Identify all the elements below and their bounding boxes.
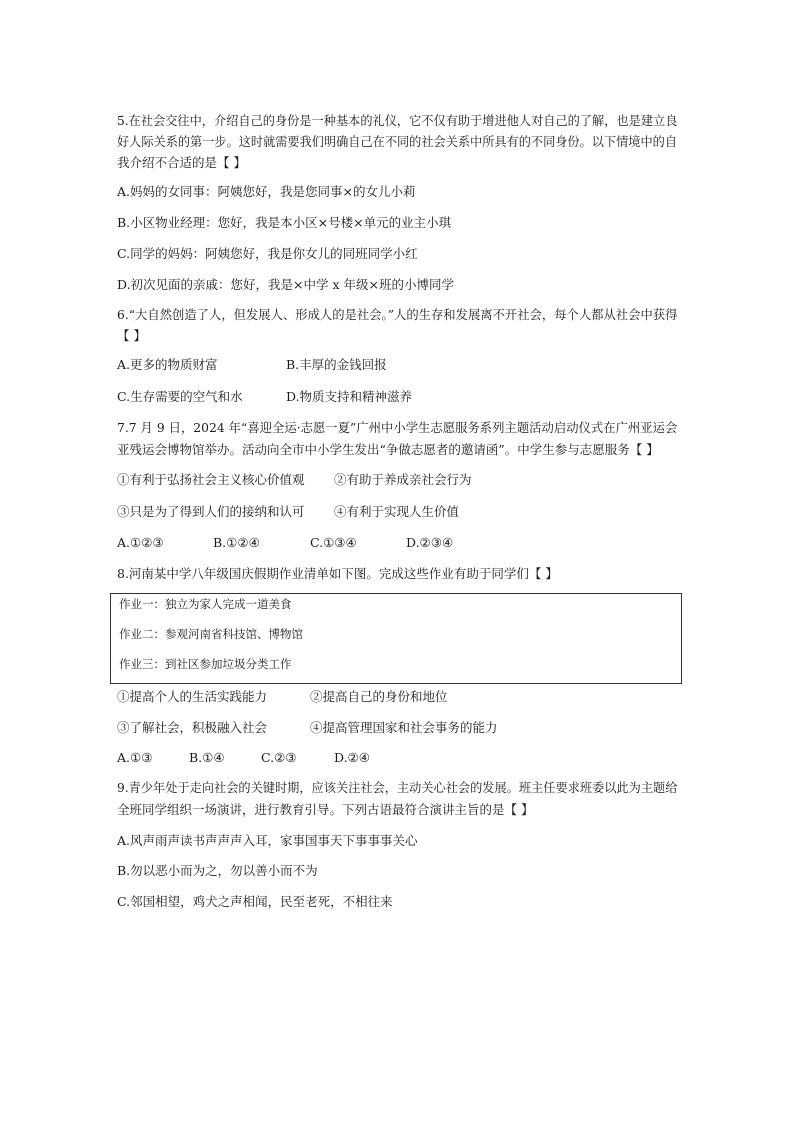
q7-statement-3: ③只是为了得到人们的接纳和认可: [117, 504, 305, 519]
q7-statement-2: ②有助于养成亲社会行为: [334, 472, 472, 487]
q6-stem-line2: 【 】: [117, 328, 146, 343]
q7-stem-line1: 7.7 月 9 日，2024 年“喜迎全运·志愿一夏”广州中小学生志愿服务系列主题活动启动仪式在广州亚运会: [117, 420, 678, 435]
q8-statement-3: ③了解社会，积极融入社会: [117, 720, 268, 735]
q9-option-a: A.风声雨声读书声声声入耳，家事国事天下事事事关心: [117, 833, 418, 848]
q6-option-b: B.丰厚的金钱回报: [286, 357, 387, 372]
homework-item-2: 作业二：参观河南省科技馆、博物馆: [119, 627, 303, 641]
q6-stem-line1: 6.“大自然创造了人，但发展人、形成人的是社会。”人的生存和发展离不开社会，每个人都从社会中获得: [117, 307, 678, 322]
q9-stem-line2: 全班同学组织一场演讲，进行教育引导。下列古语最符合演讲主旨的是【 】: [117, 802, 534, 817]
q6-option-d: D.物质支持和精神滋养: [286, 389, 413, 404]
q5-option-d: D.初次见面的亲戚：您好，我是×中学 x 年级×班的小博同学: [117, 277, 454, 292]
q9-stem-line1: 9.青少年处于走向社会的关键时期，应该关注社会，主动关心社会的发展。班主任要求班委以此为主题给: [117, 780, 678, 795]
q8-stem: 8.河南某中学八年级国庆假期作业清单如下图。完成这些作业有助于同学们【 】: [117, 566, 558, 581]
q9-option-c: C.邻国相望，鸡犬之声相闻，民至老死，不相往来: [117, 894, 393, 909]
q7-option-b: B.①②④: [213, 535, 260, 550]
q7-stem-line2: 亚残运会博物馆举办。活动向全市中小学生发出“争做志愿者的邀请函”。中学生参与志愿服务【 】: [117, 442, 659, 457]
q7-option-d: D.②③④: [406, 535, 454, 550]
homework-item-1: 作业一：独立为家人完成一道美食: [119, 597, 292, 611]
q7-statement-4: ④有利于实现人生价值: [334, 504, 460, 519]
q5-option-c: C.同学的妈妈：阿姨您好，我是你女儿的同班同学小红: [117, 246, 418, 261]
q6-option-c: C.生存需要的空气和水: [117, 389, 243, 404]
q5-stem-line1: 5.在社会交往中，介绍自己的身份是一种基本的礼仪，它不仅有助于增进他人对自己的了解，也是建立良: [117, 113, 678, 128]
homework-item-3: 作业三：到社区参加垃圾分类工作: [119, 657, 292, 671]
q7-option-c: C.①③④: [310, 535, 357, 550]
q5-option-b: B.小区物业经理：您好，我是本小区×号楼×单元的业主小琪: [117, 215, 452, 230]
homework-list-box: [110, 593, 682, 684]
q7-statement-1: ①有利于弘扬社会主义核心价值观: [117, 472, 305, 487]
q8-statement-2: ②提高自己的身份和地位: [310, 689, 448, 704]
q5-stem-line3: 我介绍不合适的是【 】: [117, 155, 246, 170]
q8-option-d: D.②④: [334, 750, 370, 765]
q8-statement-1: ①提高个人的生活实践能力: [117, 689, 268, 704]
q9-option-b: B.勿以恶小而为之，勿以善小而不为: [117, 863, 318, 878]
q8-statement-4: ④提高管理国家和社会事务的能力: [310, 720, 498, 735]
q8-option-b: B.①④: [189, 750, 225, 765]
q5-stem-line2: 好人际关系的第一步。这时就需要我们明确自己在不同的社会关系中所具有的不同身份。以下情境中的自: [117, 134, 678, 149]
q5-option-a: A.妈妈的女同事：阿姨您好，我是您同事×的女儿小莉: [117, 184, 416, 199]
q7-option-a: A.①②③: [117, 535, 164, 550]
q8-option-c: C.②③: [261, 750, 297, 765]
q6-option-a: A.更多的物质财富: [117, 357, 218, 372]
q8-option-a: A.①③: [117, 750, 153, 765]
